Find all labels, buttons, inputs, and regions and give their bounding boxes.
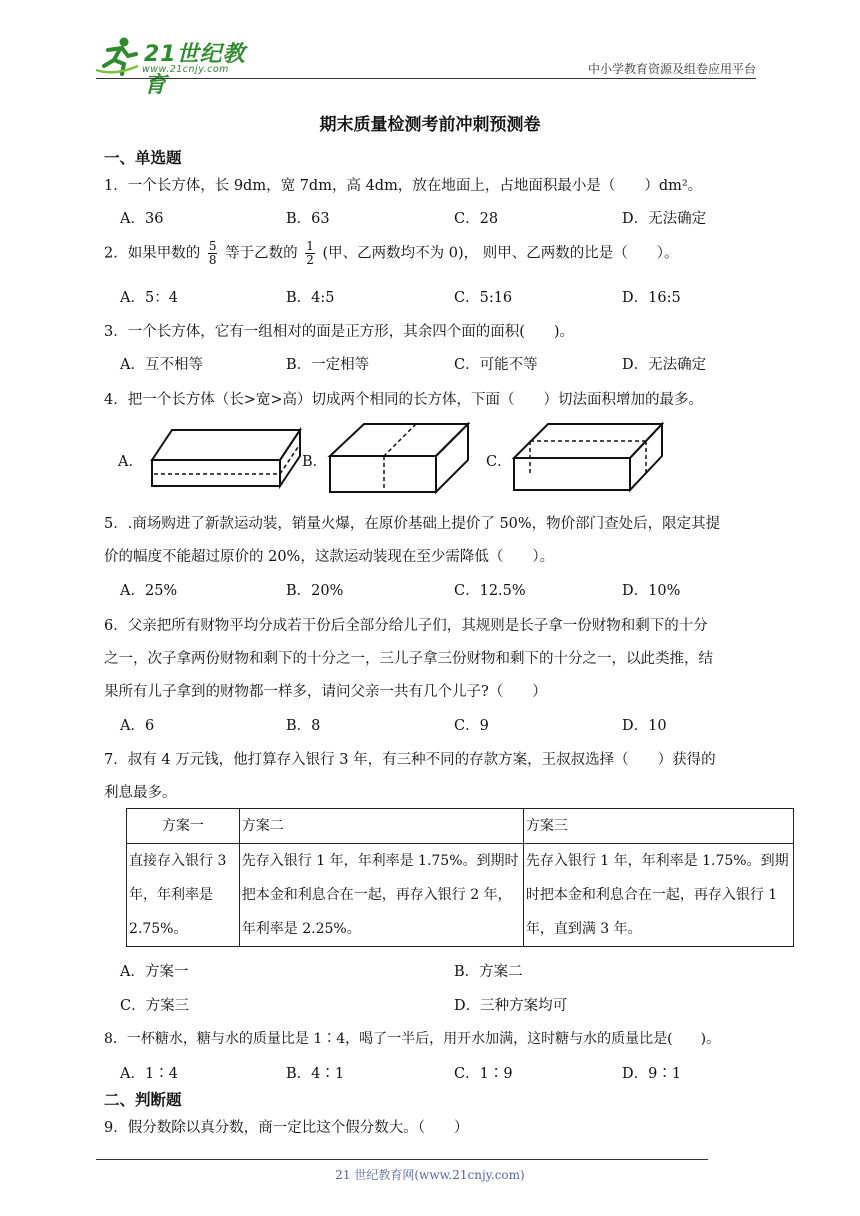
q1-option-c[interactable]: C．28 — [454, 211, 499, 227]
question-9: 9．假分数除以真分数，商一定比这个假分数大。（ ） — [104, 1120, 469, 1136]
table-cell-plan-1: 直接存入银行 3 年，年利率是 2.75%。 — [127, 844, 240, 947]
question-5-line-2: 价的幅度不能超过原价的 20%，这款运动装现在至少需降低（ ）。 — [104, 549, 555, 565]
question-5-line-1: 5．.商场购进了新款运动装，销量火爆，在原价基础上提价了 50%，物价部门查处后，限定其提 — [104, 516, 721, 532]
q6-option-d[interactable]: D．10 — [622, 718, 667, 734]
q4-option-a-label[interactable]: A． — [118, 454, 143, 470]
table-cell-plan-3: 先存入银行 1 年，年利率是 1.75%。到期时把本金和利息合在一起，再存入银行 1 年，直到满 3 年。 — [523, 844, 793, 947]
q6-option-a[interactable]: A．6 — [120, 718, 155, 734]
logo — [94, 34, 264, 98]
q6-option-b[interactable]: B．8 — [286, 718, 321, 734]
q8-option-b[interactable]: B．4∶1 — [286, 1066, 345, 1082]
q5-option-c[interactable]: C．12.5% — [454, 583, 526, 599]
q7-option-d[interactable]: D．三种方案均可 — [454, 998, 568, 1014]
savings-plan-table — [126, 808, 794, 947]
q2-option-a[interactable]: A．5：4 — [120, 290, 178, 306]
q3-option-c[interactable]: C．可能不等 — [454, 357, 538, 373]
q6-option-c[interactable]: C．9 — [454, 718, 489, 734]
q3-option-a[interactable]: A．互不相等 — [120, 357, 203, 373]
table-header-row — [127, 809, 794, 844]
question-6-line-1: 6．父亲把所有财物平均分成若干份后全部分给儿子们，其规则是长子拿一份财物和剩下的十分 — [104, 618, 708, 634]
q2-fraction-1 — [208, 240, 218, 267]
q3-option-b[interactable]: B．一定相等 — [286, 357, 370, 373]
page-title: 期末质量检测考前冲刺预测卷 — [319, 115, 541, 135]
table-header-plan-2: 方案二 — [239, 809, 523, 844]
q2-middle: 等于乙数的 — [225, 245, 298, 262]
q4-option-b-label[interactable]: B． — [302, 454, 328, 470]
question-6-line-2: 之一，次子拿两份财物和剩下的十分之一，三儿子拿三份财物和剩下的十分之一，以此类推，结 — [104, 651, 713, 667]
logo-text: 21世纪教育 — [144, 42, 246, 98]
q2-frac1-denominator: 8 — [208, 253, 217, 267]
runner-logo-icon — [94, 36, 140, 76]
q4-figure-a-box-horizontal-cut — [146, 424, 306, 492]
table-row — [127, 844, 794, 947]
q2-option-d[interactable]: D．16:5 — [622, 290, 681, 306]
q7-option-a[interactable]: A．方案一 — [120, 964, 189, 980]
q1-option-a[interactable]: A．36 — [120, 211, 164, 227]
question-3: 3．一个长方体，它有一组相对的面是正方形，其余四个面的面积( )。 — [104, 324, 575, 340]
table-header-plan-3: 方案三 — [523, 809, 793, 844]
q4-figure-b-box-vertical-width-cut — [324, 418, 474, 498]
q4-option-c-label[interactable]: C． — [486, 454, 512, 470]
logo-url: www.21cnjy.com — [142, 64, 229, 75]
question-7-line-2: 利息最多。 — [104, 785, 177, 801]
table-cell-plan-2: 先存入银行 1 年，年利率是 1.75%。到期时把本金和利息合在一起，再存入银行 2 年，年利率是 2.25%。 — [239, 844, 523, 947]
q5-option-b[interactable]: B．20% — [286, 583, 344, 599]
q1-option-d[interactable]: D．无法确定 — [622, 211, 707, 227]
question-6-line-3: 果所有儿子拿到的财物都一样多，请问父亲一共有几个儿子?（ ） — [104, 684, 547, 700]
q2-frac1-numerator: 5 — [208, 239, 217, 253]
q2-frac2-numerator: 1 — [306, 239, 314, 253]
question-8: 8．一杯糖水，糖与水的质量比是 1∶4，喝了一半后，用开水加满，这时糖与水的质量比是( )。 — [104, 1031, 721, 1047]
header-divider — [96, 78, 756, 79]
q2-fraction-2 — [305, 240, 315, 267]
q8-option-c[interactable]: C．1∶9 — [454, 1066, 513, 1082]
q8-option-d[interactable]: D．9∶1 — [622, 1066, 682, 1082]
q7-option-b[interactable]: B．方案二 — [454, 964, 523, 980]
question-4: 4．把一个长方体（长>宽>高）切成两个相同的长方体，下面（ ）切法面积增加的最多。 — [104, 392, 704, 408]
q8-option-a[interactable]: A．1∶4 — [120, 1066, 178, 1082]
q7-option-c[interactable]: C．方案三 — [120, 998, 190, 1014]
header-platform-text: 中小学教育资源及组卷应用平台 — [587, 62, 756, 76]
section-heading-true-false: 二、判断题 — [104, 1090, 182, 1109]
q3-option-d[interactable]: D．无法确定 — [622, 357, 707, 373]
q1-option-b[interactable]: B．63 — [286, 211, 330, 227]
q2-frac2-denominator: 2 — [306, 253, 314, 267]
section-heading-single-choice: 一、单选题 — [104, 148, 182, 167]
footer-divider — [96, 1159, 708, 1160]
table-header-plan-1: 方案一 — [127, 809, 240, 844]
question-2 — [104, 240, 678, 267]
q4-figure-c-box-vertical-length-cut — [508, 418, 668, 494]
q5-option-d[interactable]: D．10% — [622, 583, 681, 599]
q2-suffix: (甲、乙两数均不为 0)， 则甲、乙两数的比是（ ）。 — [322, 245, 679, 262]
question-1: 1．一个长方体，长 9dm，宽 7dm，高 4dm，放在地面上，占地面积最小是（ ）dm²。 — [104, 178, 703, 194]
q2-prefix: 2．如果甲数的 — [104, 245, 201, 262]
q5-option-a[interactable]: A．25% — [120, 583, 178, 599]
q2-option-c[interactable]: C．5:16 — [454, 290, 513, 306]
question-7-line-1: 7．叔有 4 万元钱，他打算存入银行 3 年，有三种不同的存款方案，王叔叔选择（ ）获得的 — [104, 752, 716, 768]
q2-option-b[interactable]: B．4:5 — [286, 290, 335, 306]
footer-text: 21 世纪教育网(www.21cnjy.com) — [335, 1168, 525, 1182]
